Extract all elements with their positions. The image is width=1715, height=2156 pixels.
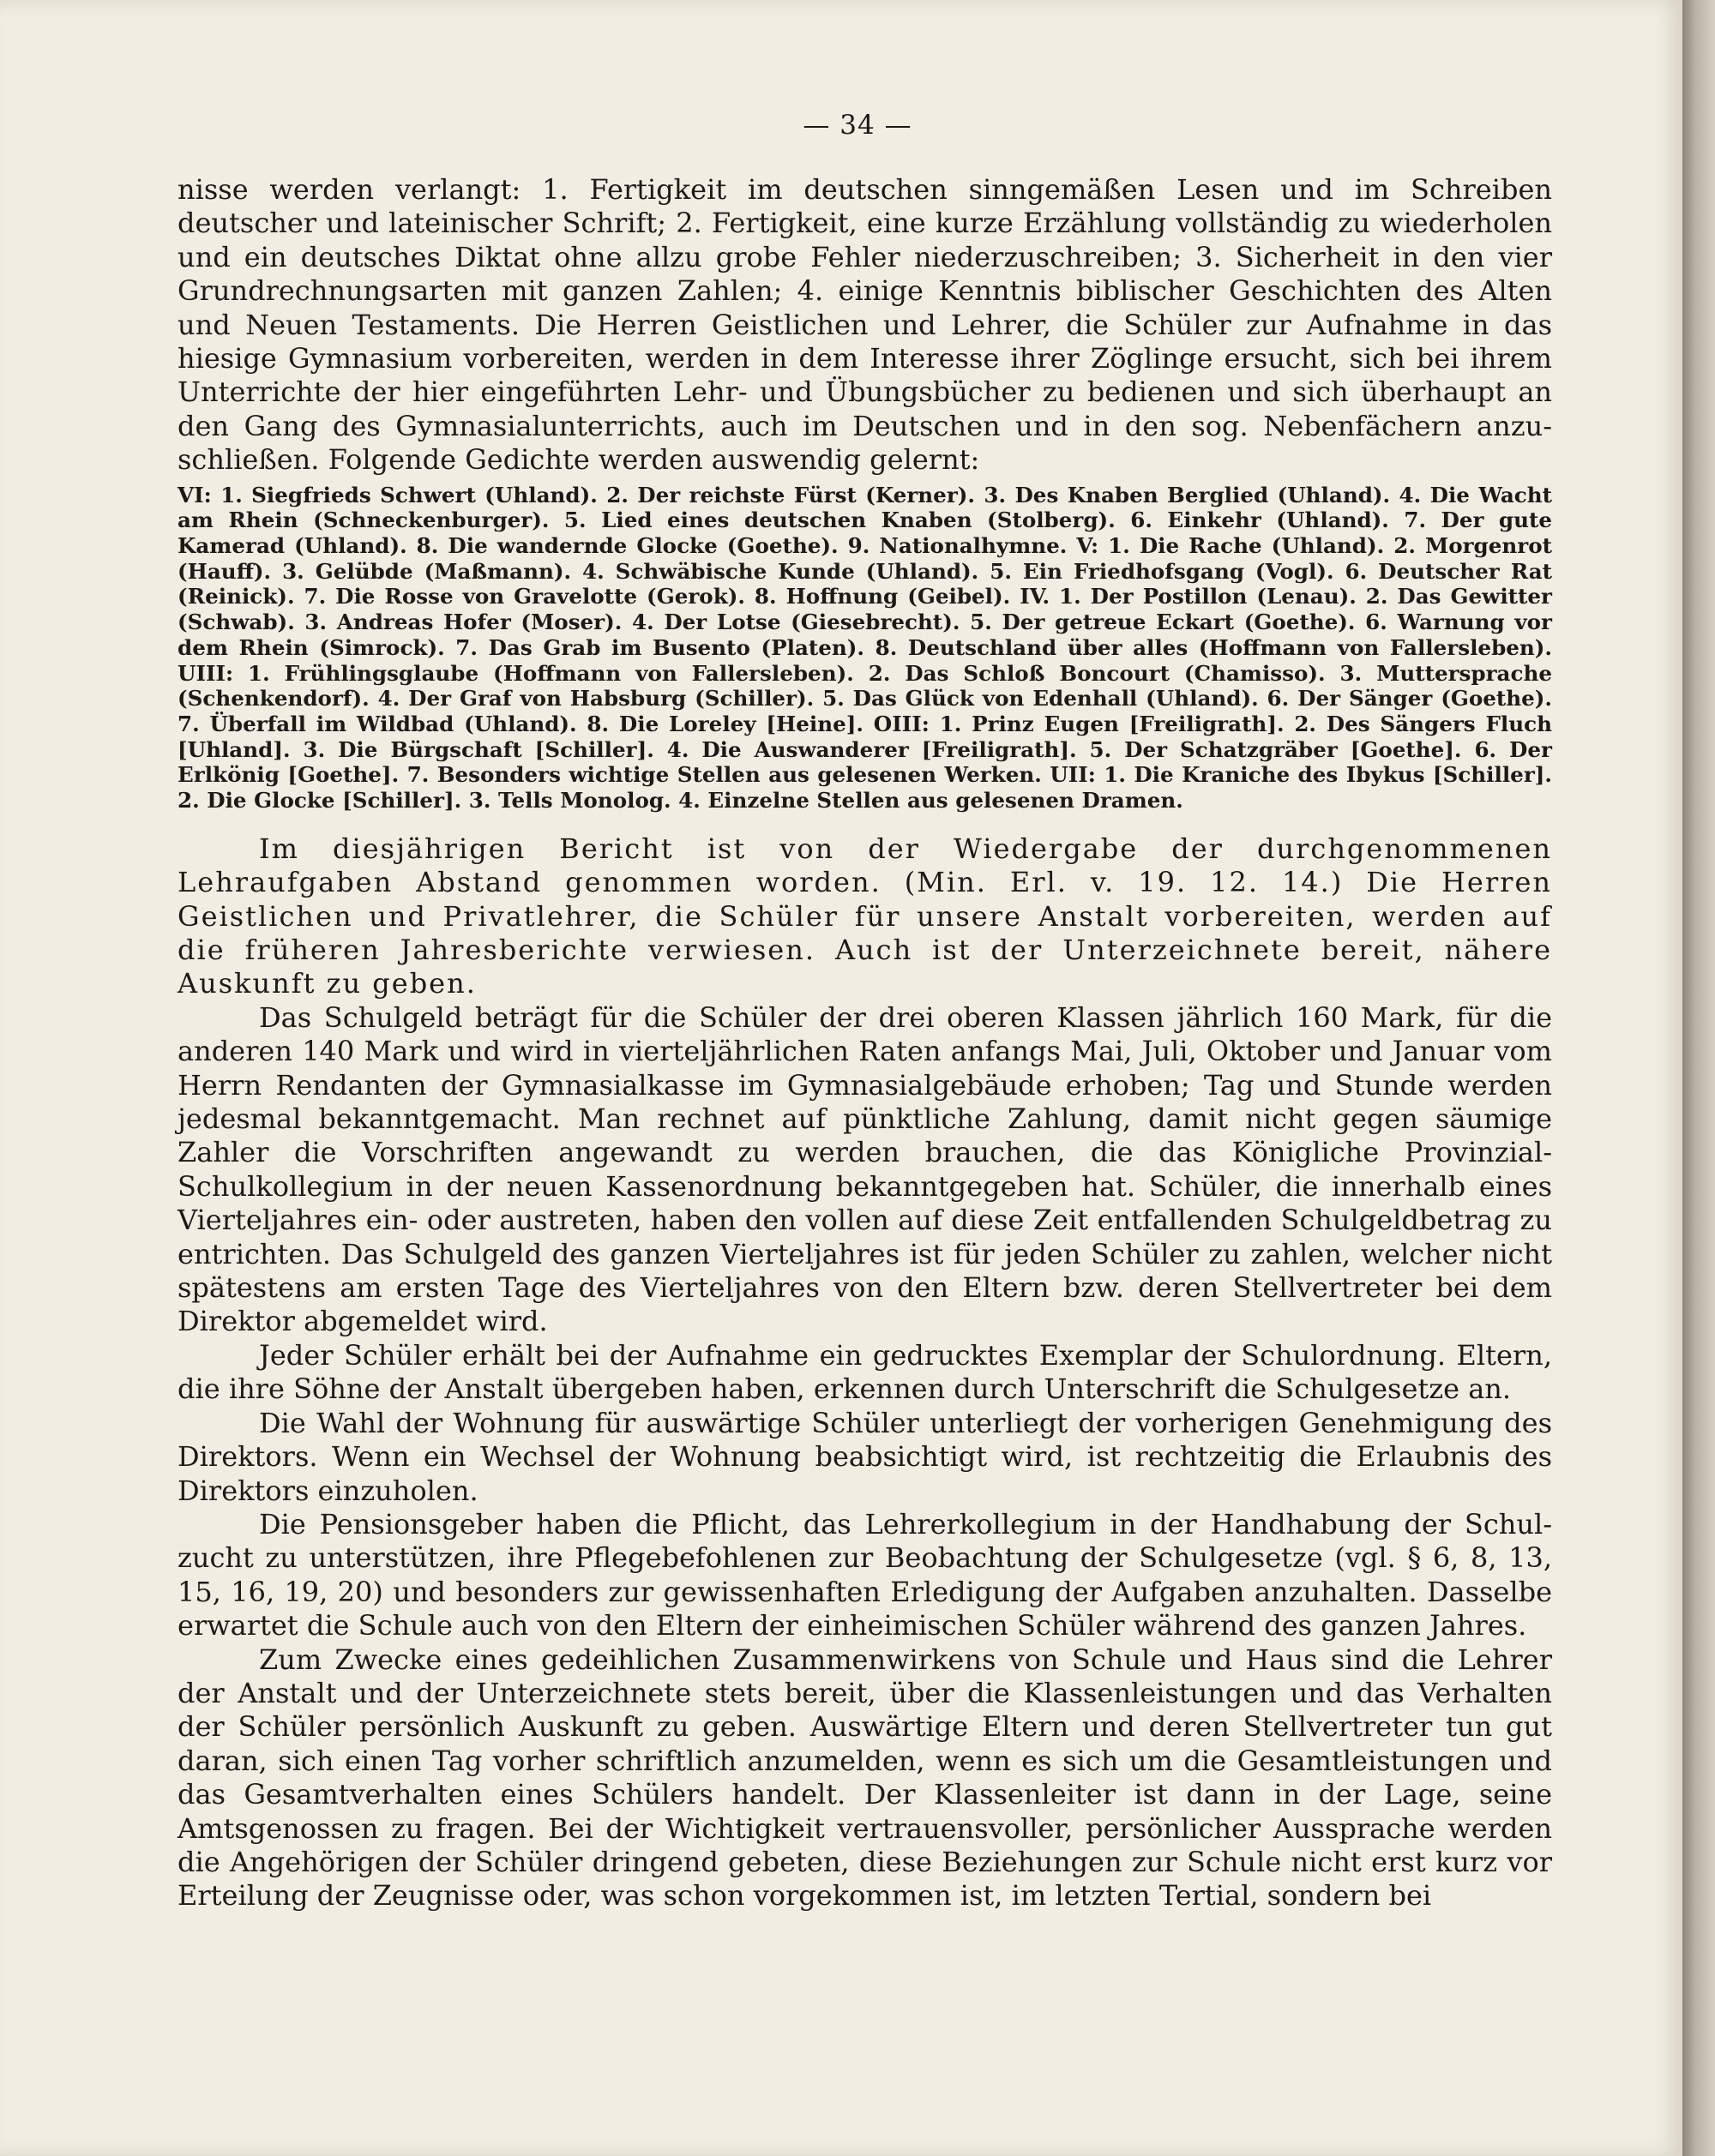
- cooperation-paragraph: Zum Zwecke eines gedeihlichen Zusammenwirkens von Schule und Haus sind die Lehrer der Anstalt und der Unterzeichnete stets bereit, über die Klassenleistungen und das Verhalten der Schüler persönlich Auskunft zu geben. Auswärtige Eltern und deren Stellvertreter tun gut daran, sich einen Tag vorher schriftlich anzumelden, wenn es sich um die Gesamtleistungen und das Gesamtverhalten eines Schülers handelt. Der Klassenleiter ist dann in der Lage, seine Amtsgenossen zu fragen. Bei der Wichtigkeit vertrauensvoller, persönlicher Aussprache werden die Angehörigen der Schüler dringend gebeten, diese Beziehungen zur Schule nicht erst kurz vor Erteilung der Zeugnisse oder, was schon vorgekommen ist, im letzten Tertial, sondern bei: [178, 1643, 1552, 1913]
- scan-margin: [1682, 0, 1715, 2156]
- page-body: [178, 173, 1552, 1913]
- admission-requirements-paragraph: nisse werden verlangt: 1. Fertigkeit im deutschen sinngemäßen Lesen und im Schreiben deutscher und lateinischer Schrift; 2. Fertigkeit, eine kurze Erzählung vollständig zu wiederholen und ein deutsches Diktat ohne allzu grobe Fehler niederzuschreiben; 3. Sicherheit in den vier Grundrechnungsarten mit ganzen Zahlen; 4. einige Kenntnis biblischer Geschichten des Alten und Neuen Testaments. Die Herren Geistlichen und Lehrer, die Schüler zur Aufnahme in das hiesige Gymnasium vorbereiten, werden in dem Interesse ihrer Zöglinge ersucht, sich bei ihrem Unterrichte der hier eingeführten Lehr- und Übungsbücher zu bedienen und sich überhaupt an den Gang des Gymnasialunterrichts, auch im Deutschen und in den sog. Nebenfächern anzuschließen. Folgende Gedichte werden auswendig gelernt:: [178, 173, 1552, 477]
- school-rules-paragraph: Jeder Schüler erhält bei der Aufnahme ein gedrucktes Exemplar der Schulordnung. Eltern, die ihre Söhne der Anstalt übergeben haben, erkennen durch Unterschrift die Schulgesetze an.: [178, 1338, 1552, 1406]
- housing-paragraph: Die Wahl der Wohnung für auswärtige Schüler unterliegt der vorherigen Genehmigung des Direktors. Wenn ein Wechsel der Wohnung beabsichtigt wird, ist rechtzeitig die Erlaubnis des Direktors einzuholen.: [178, 1406, 1552, 1507]
- page-number: — 34 —: [803, 110, 912, 141]
- memorized-poems-list: VI: 1. Siegfrieds Schwert (Uhland). 2. Der reichste Fürst (Kerner). 3. Des Knaben Berglied (Uhland). 4. Die Wacht am Rhein (Schneckenburger). 5. Lied eines deutschen Knaben (Stolberg). 6. Einkehr (Uhland). 7. Der gute Kamerad (Uhland). 8. Die wandernde Glocke (Goethe). 9. Nationalhymne. V: 1. Die Rache (Uhland). 2. Morgenrot (Hauff). 3. Gelübde (Maßmann). 4. Schwäbische Kunde (Uhland). 5. Ein Friedhofsgang (Vogl). 6. Deutscher Rat (Reinick). 7. Die Rosse von Gravelotte (Gerok). 8. Hoffnung (Geibel). IV. 1. Der Postillon (Lenau). 2. Das Gewitter (Schwab). 3. Andreas Hofer (Moser). 4. Der Lotse (Giesebrecht). 5. Der getreue Eckart (Goethe). 6. Warnung vor dem Rhein (Simrock). 7. Das Grab im Busento (Platen). 8. Deutschland über alles (Hoffmann von Fallersleben). UIII: 1. Frühlingsglaube (Hoffmann von Fallersleben). 2. Das Schloß Boncourt (Chamisso). 3. Muttersprache (Schenkendorf). 4. Der Graf von Habsburg (Schiller). 5. Das Glück von Edenhall (Uhland). 6. Der Sänger (Goethe). 7. Überfall im Wildbad (Uhland). 8. Die Loreley [Heine]. OIII: 1. Prinz Eugen [Freiligrath]. 2. Des Sängers Fluch [Uhland]. 3. Die Bürgschaft [Schiller]. 4. Die Auswanderer [Freiligrath]. 5. Der Schatzgräber [Goethe]. 6. Der Erlkönig [Goethe]. 7. Besonders wichtige Stellen aus gelesenen Werken. UII: 1. Die Kraniche des Ibykus [Schiller]. 2. Die Glocke [Schiller]. 3. Tells Monolog. 4. Einzelne Stellen aus gelesenen Dramen.: [178, 482, 1552, 814]
- school-fees-paragraph: Das Schulgeld beträgt für die Schüler der drei oberen Klassen jährlich 160 Mark, für die anderen 140 Mark und wird in vierteljährlichen Raten anfangs Mai, Juli, Oktober und Januar vom Herrn Rendanten der Gymnasialkasse im Gymnasialgebäude erhoben; Tag und Stunde werden jedesmal bekanntgemacht. Man rechnet auf pünktliche Zahlung, damit nicht gegen säumige Zahler die Vorschriften angewandt zu werden brauchen, die das Königliche Provinzial-Schulkollegium in der neuen Kassenordnung bekanntgegeben hat. Schüler, die innerhalb eines Vierteljahres ein- oder austreten, haben den vollen auf diese Zeit entfallenden Schulgeldbetrag zu entrichten. Das Schulgeld des ganzen Vierteljahres ist für jeden Schüler zu zahlen, welcher nicht spätestens am ersten Tage des Vierteljahres von den Eltern bzw. deren Stellvertreter bei dem Direktor abgemeldet wird.: [178, 1000, 1552, 1338]
- boarding-hosts-paragraph: Die Pensionsgeber haben die Pflicht, das Lehrerkollegium in der Handhabung der Schulzucht zu unterstützen, ihre Pflegebefohlenen zur Beobachtung der Schulgesetze (vgl. § 6, 8, 13, 15, 16, 19, 20) und besonders zur gewissenhaften Erledigung der Aufgaben anzuhalten. Dasselbe erwartet die Schule auch von den Eltern der einheimischen Schüler während des ganzen Jahres.: [178, 1507, 1552, 1643]
- annual-report-notice-paragraph: Im diesjährigen Bericht ist von der Wiedergabe der durchgenommenen Lehraufgaben Abstand genommen worden. (Min. Erl. v. 19. 12. 14.) Die Herren Geistlichen und Privatlehrer, die Schüler für unsere Anstalt vorbereiten, werden auf die früheren Jahresberichte verwiesen. Auch ist der Unterzeichnete bereit, nähere Auskunft zu geben.: [178, 832, 1552, 1000]
